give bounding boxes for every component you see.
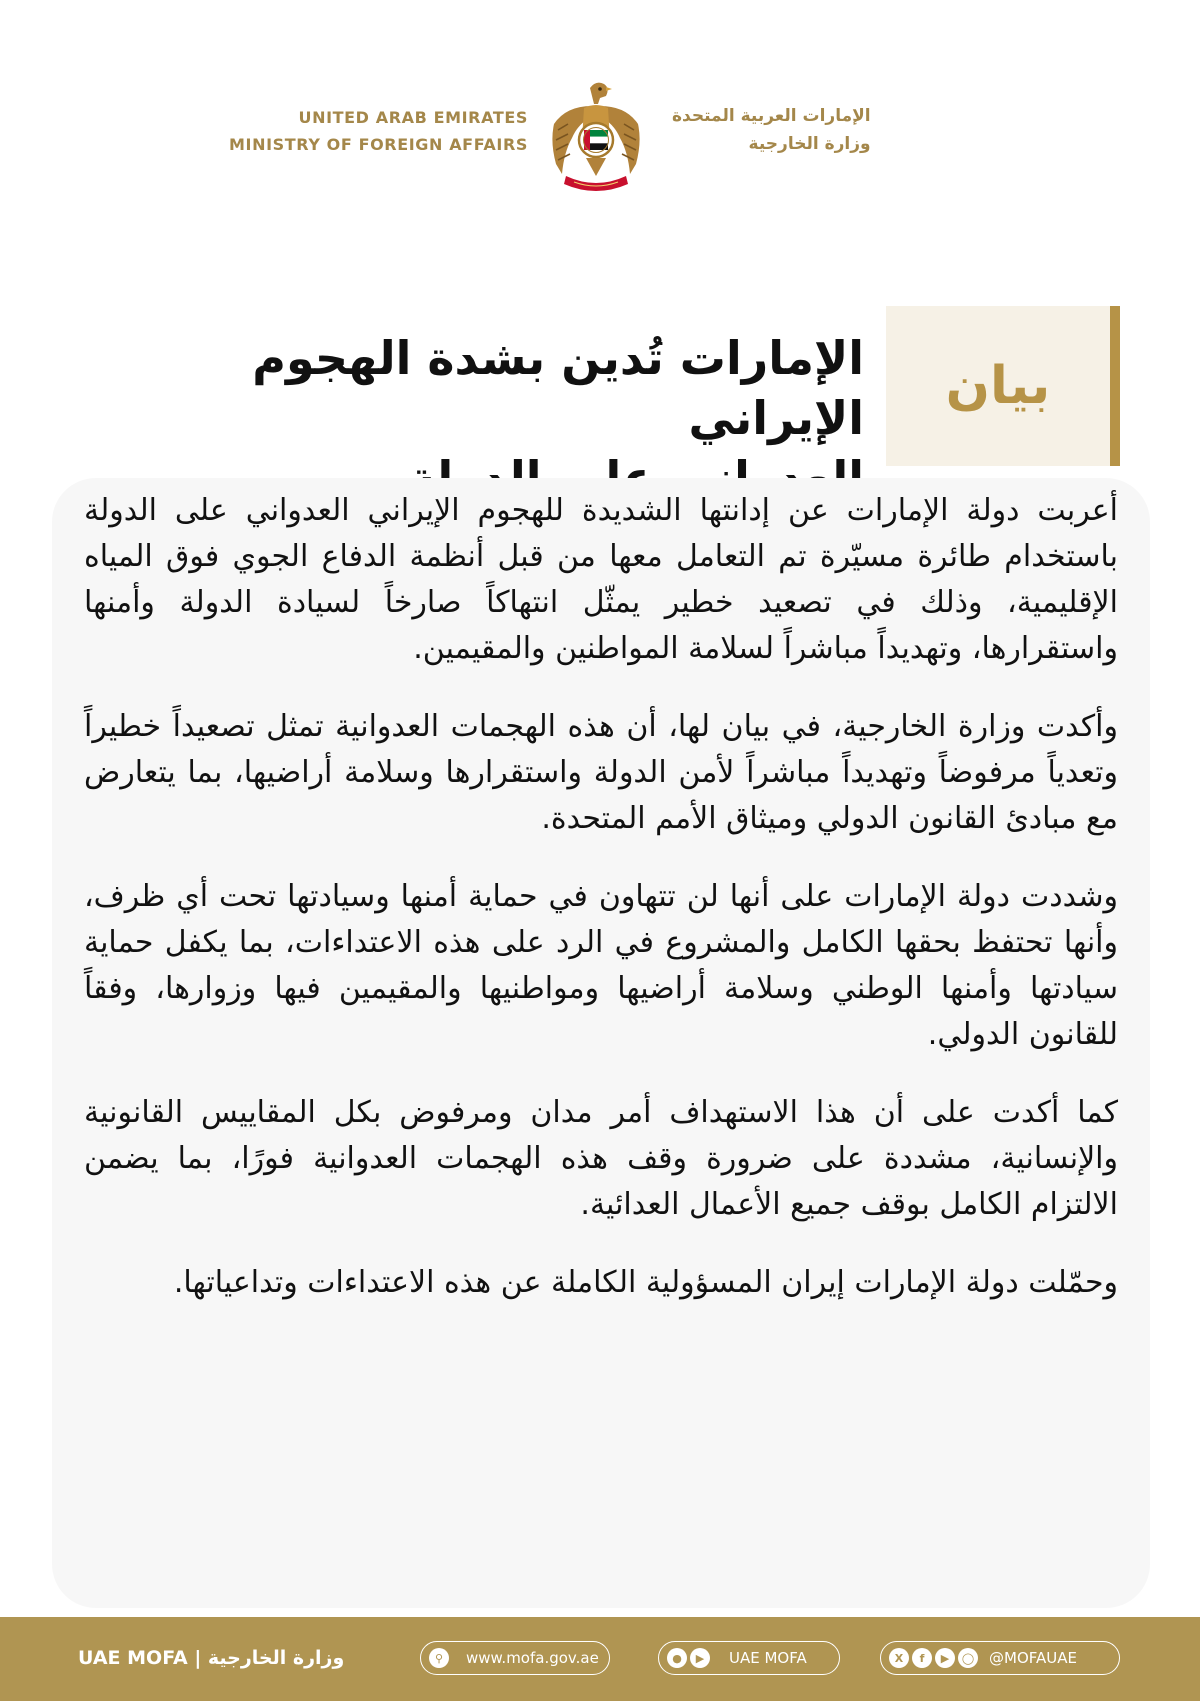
statement-tag <box>886 306 1120 466</box>
footer-bar <box>0 1617 1200 1701</box>
header-en-ministry: MINISTRY OF FOREIGN AFFAIRS <box>229 135 528 154</box>
youtube-icon: ▶ <box>935 1648 955 1668</box>
website-url: www.mofa.gov.ae <box>466 1649 599 1667</box>
x-icon: X <box>889 1648 909 1668</box>
instagram-icon: ◯ <box>958 1648 978 1668</box>
header-ar-country: الإمارات العربية المتحدة <box>672 106 871 126</box>
statement-title-block <box>0 306 1200 468</box>
body-paragraph: وأكدت وزارة الخارجية، في بيان لها، أن هذه الهجمات العدوانية تمثل تصعيداً خطيراً وتعدياً مرفوضاً وتهديداً مباشراً لأمن الدولة واستقرارها وسلامة أراضيها، بما يتعارض مع مبادئ القانون الدولي وميثاق الأمم المتحدة. <box>84 709 1118 836</box>
app-store-link[interactable] <box>658 1641 840 1675</box>
footer-brand-label: UAE MOFA | وزارة الخارجية <box>78 1647 345 1669</box>
body-paragraph: أعربت دولة الإمارات عن إدانتها الشديدة للهجوم الإيراني العدواني على الدولة باستخدام طائرة مسيّرة تم التعامل معها من قبل أنظمة الدفاع الجوي فوق المياه الإقليمية، وذلك في تصعيد خطير يمثّل انتهاكاً صارخاً لسيادة الدولة وأمنها واستقرارها، وتهديداً مباشراً لسلامة المواطنين والمقيمين. <box>84 493 1118 666</box>
body-paragraph: وحمّلت دولة الإمارات إيران المسؤولية الكاملة عن هذه الاعتداءات وتداعياتها. <box>173 1265 1118 1300</box>
search-icon: ⚲ <box>429 1648 449 1668</box>
header-arabic <box>672 102 871 158</box>
social-links[interactable] <box>880 1641 1120 1675</box>
uae-falcon-emblem-icon <box>548 78 644 198</box>
header-ar-ministry: وزارة الخارجية <box>748 134 871 154</box>
header-english <box>229 104 528 158</box>
play-store-icon: ▶ <box>690 1648 710 1668</box>
app-label: UAE MOFA <box>729 1649 807 1667</box>
social-handle: @MOFAUAE <box>989 1649 1077 1667</box>
apple-icon: ● <box>667 1648 687 1668</box>
headline-line-1: الإمارات تُدين بشدة الهجوم الإيراني <box>252 331 864 445</box>
facebook-icon: f <box>912 1648 932 1668</box>
body-paragraph: كما أكدت على أن هذا الاستهداف أمر مدان ومرفوض بكل المقاييس القانونية والإنسانية، مشددة على ضرورة وقف هذه الهجمات العدوانية فورًا، بما يضمن الالتزام الكامل بوقف جميع الأعمال العدائية. <box>84 1095 1118 1222</box>
body-paragraph: وشددت دولة الإمارات على أنها لن تتهاون في حماية أمنها وسيادتها تحت أي ظرف، وأنها تحتفظ بحقها الكامل والمشروع في الرد على هذه الاعتداءات، بما يكفل حماية سيادتها وأمنها الوطني وسلامة أراضيها ومواطنيها والمقيمين فيها وزوارها، وفقاً للقانون الدولي. <box>84 879 1118 1052</box>
statement-tag-label: بيان <box>945 356 1051 416</box>
header-en-country: UNITED ARAB EMIRATES <box>298 108 528 127</box>
statement-body-text <box>84 488 1118 1338</box>
statement-body-panel <box>52 478 1150 1608</box>
website-link[interactable] <box>420 1641 610 1675</box>
letterhead <box>0 78 1200 208</box>
